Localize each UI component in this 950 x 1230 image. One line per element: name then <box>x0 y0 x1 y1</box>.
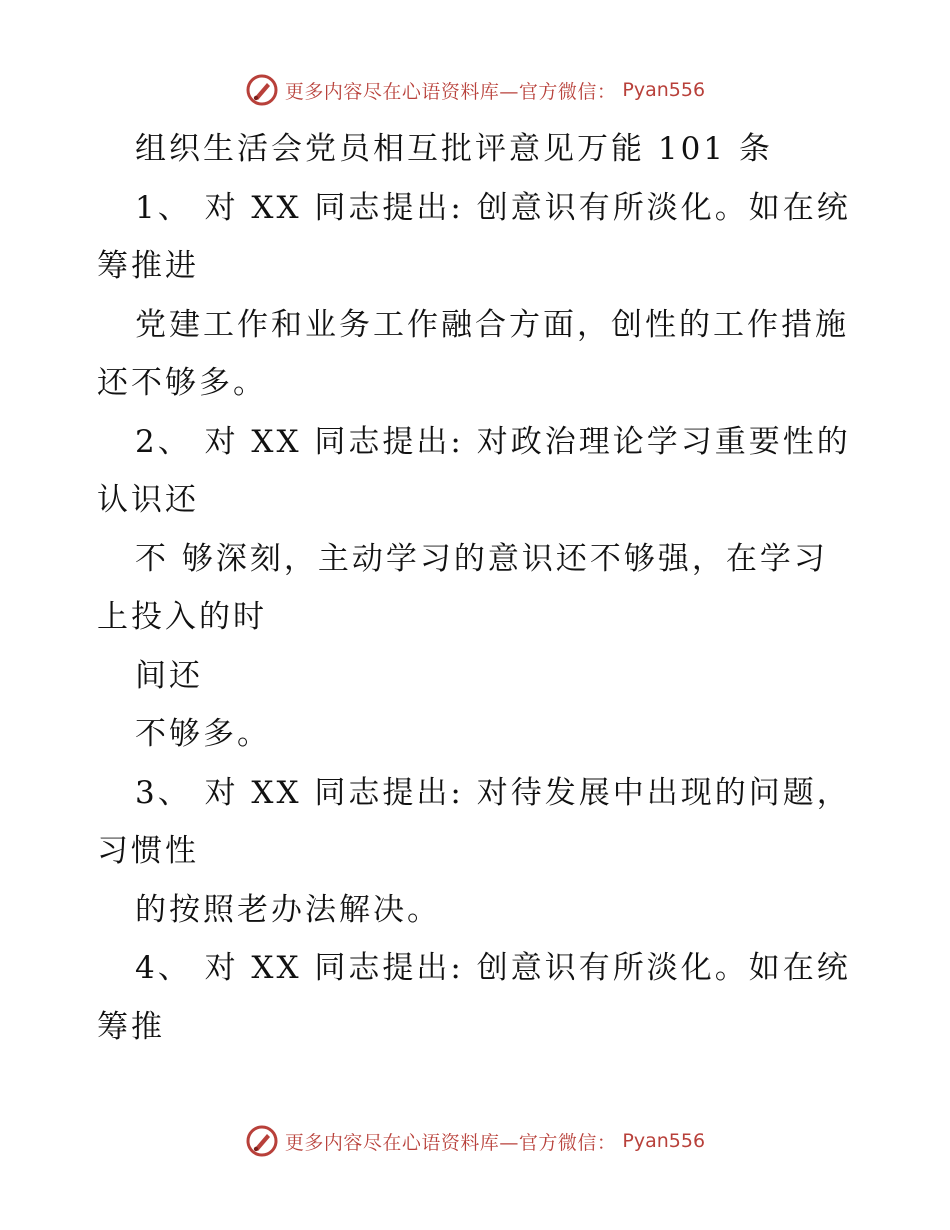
text-line: 筹推 <box>97 1008 165 1045</box>
banner-text: 更多内容尽在心语资料库—官方微信： <box>284 80 617 103</box>
text-line: 还不够多。 <box>97 365 267 401</box>
text-line: 上投入的时 <box>97 599 267 635</box>
text-line: 筹推进 <box>97 248 199 284</box>
text-line: 不 够深刻，主动学习的意识还不够强，在学习 <box>135 540 828 577</box>
text-line: 间还 <box>135 657 203 694</box>
wechat-id: Pyan556 <box>622 1130 706 1152</box>
text-line: 3、 对 XX 同志提出: 对待发展中出现的问题， <box>135 774 851 811</box>
footer-banner <box>0 1121 950 1161</box>
text-line: 的按照老办法解决。 <box>135 891 441 928</box>
text-line: 不够多。 <box>135 716 271 752</box>
text-line: 习惯性 <box>97 833 199 869</box>
text-line: 1、 对 XX 同志提出: 创意识有所淡化。如在统 <box>135 189 851 226</box>
pen-nib-logo-icon <box>245 1124 279 1158</box>
document-body <box>97 120 857 1056</box>
pen-nib-logo-icon <box>245 73 279 107</box>
text-line: 2、 对 XX 同志提出: 对政治理论学习重要性的 <box>135 423 851 460</box>
text-line: 认识还 <box>97 482 199 518</box>
banner-text: 更多内容尽在心语资料库—官方微信： <box>284 1131 617 1154</box>
header-banner <box>0 70 950 110</box>
wechat-id: Pyan556 <box>622 79 706 101</box>
text-line: 4、 对 XX 同志提出: 创意识有所淡化。如在统 <box>135 950 851 986</box>
text-line: 党建工作和业务工作融合方面，创性的工作措施 <box>135 306 849 343</box>
text-line: 组织生活会党员相互批评意见万能 101 条 <box>135 131 773 167</box>
